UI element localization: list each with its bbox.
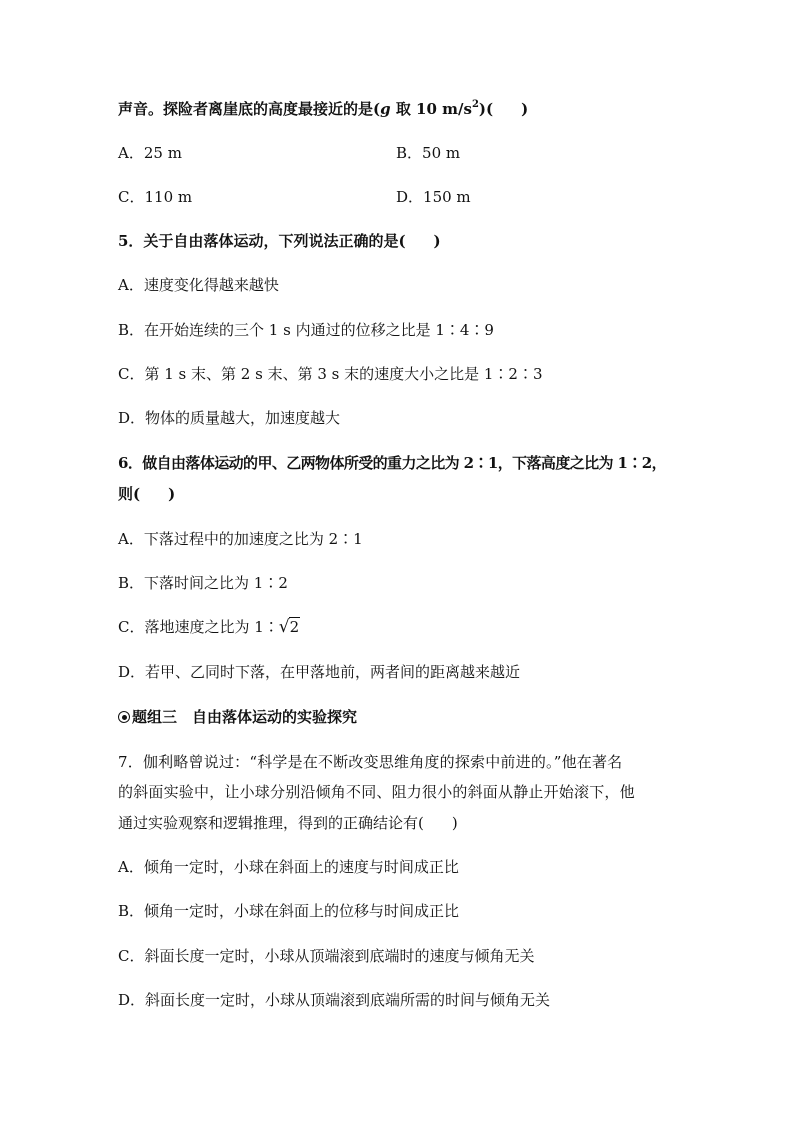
q6-option-d: D．若甲、乙同时下落，在甲落地前，两者间的距离越来越近	[118, 663, 521, 681]
q7-option-a: A．倾角一定时，小球在斜面上的速度与时间成正比	[118, 858, 459, 876]
q6-option-b: B．下落时间之比为 1∶2	[118, 574, 288, 592]
q7-stem-line3	[118, 813, 458, 833]
q5-option-c: C．第 1 s 末、第 2 s 末、第 3 s 末的速度大小之比是 1∶2∶3	[118, 365, 543, 383]
q6-option-c-radicand: 2	[289, 618, 300, 636]
q4-stem-text: 声音。探险者离崖底的高度最接近的是(	[118, 100, 381, 118]
q7-option-d: D．斜面长度一定时，小球从顶端滚到底端所需的时间与倾角无关	[118, 991, 551, 1009]
q6-option-c	[118, 617, 300, 637]
q5-option-b: B．在开始连续的三个 1 s 内通过的位移之比是 1∶4∶9	[118, 321, 494, 339]
q6-stem-line2	[118, 484, 175, 504]
sqrt-symbol: √2	[278, 617, 300, 637]
q5-option-d: D．物体的质量越大，加速度越大	[118, 409, 341, 427]
q4-g-text: 取 10 m/s	[390, 100, 472, 118]
q4-option-c: C．110 m	[118, 188, 193, 206]
q5-stem	[118, 231, 441, 251]
q7-stem-text: 通过实验观察和逻辑推理，得到的正确结论有(	[118, 814, 424, 832]
section3-title: 题组三 自由落体运动的实验探究	[132, 708, 358, 726]
q4-option-a: A．25 m	[118, 144, 182, 162]
q7-option-c: C．斜面长度一定时，小球从顶端滚到底端时的速度与倾角无关	[118, 947, 535, 965]
q7-paren-close: )	[451, 814, 458, 832]
q4-paren: )(	[478, 100, 494, 118]
q4-option-b: B．50 m	[396, 144, 461, 162]
q4-g-exp: 2	[471, 99, 479, 110]
q6-stem-line1: 6．做自由落体运动的甲、乙两物体所受的重力之比为 2∶1，下落高度之比为 1∶2，	[118, 454, 667, 472]
q6-paren-close: )	[168, 485, 176, 503]
q4-option-d: D．150 m	[396, 188, 471, 206]
q6-option-a: A．下落过程中的加速度之比为 2∶1	[118, 530, 363, 548]
q4-stem	[118, 99, 528, 119]
section3-heading	[118, 707, 357, 727]
section-bullet-icon	[118, 711, 130, 723]
q5-option-a: A．速度变化得越来越快	[118, 276, 279, 294]
q4-paren-close: )	[521, 100, 529, 118]
q7-stem-line2: 的斜面实验中，让小球分别沿倾角不同、阻力很小的斜面从静止开始滚下，他	[118, 783, 635, 801]
q7-stem-line1: 7．伽利略曾说过：“科学是在不断改变思维角度的探索中前进的。”他在著名	[118, 753, 623, 771]
q4-g-var: g	[380, 100, 391, 118]
q5-stem-text: 5．关于自由落体运动，下列说法正确的是(	[118, 232, 406, 250]
q6-option-c-text: C．落地速度之比为 1∶	[118, 618, 279, 636]
q6-stem-text: 则(	[118, 485, 141, 503]
q7-option-b: B．倾角一定时，小球在斜面上的位移与时间成正比	[118, 902, 460, 920]
q5-paren-close: )	[433, 232, 441, 250]
